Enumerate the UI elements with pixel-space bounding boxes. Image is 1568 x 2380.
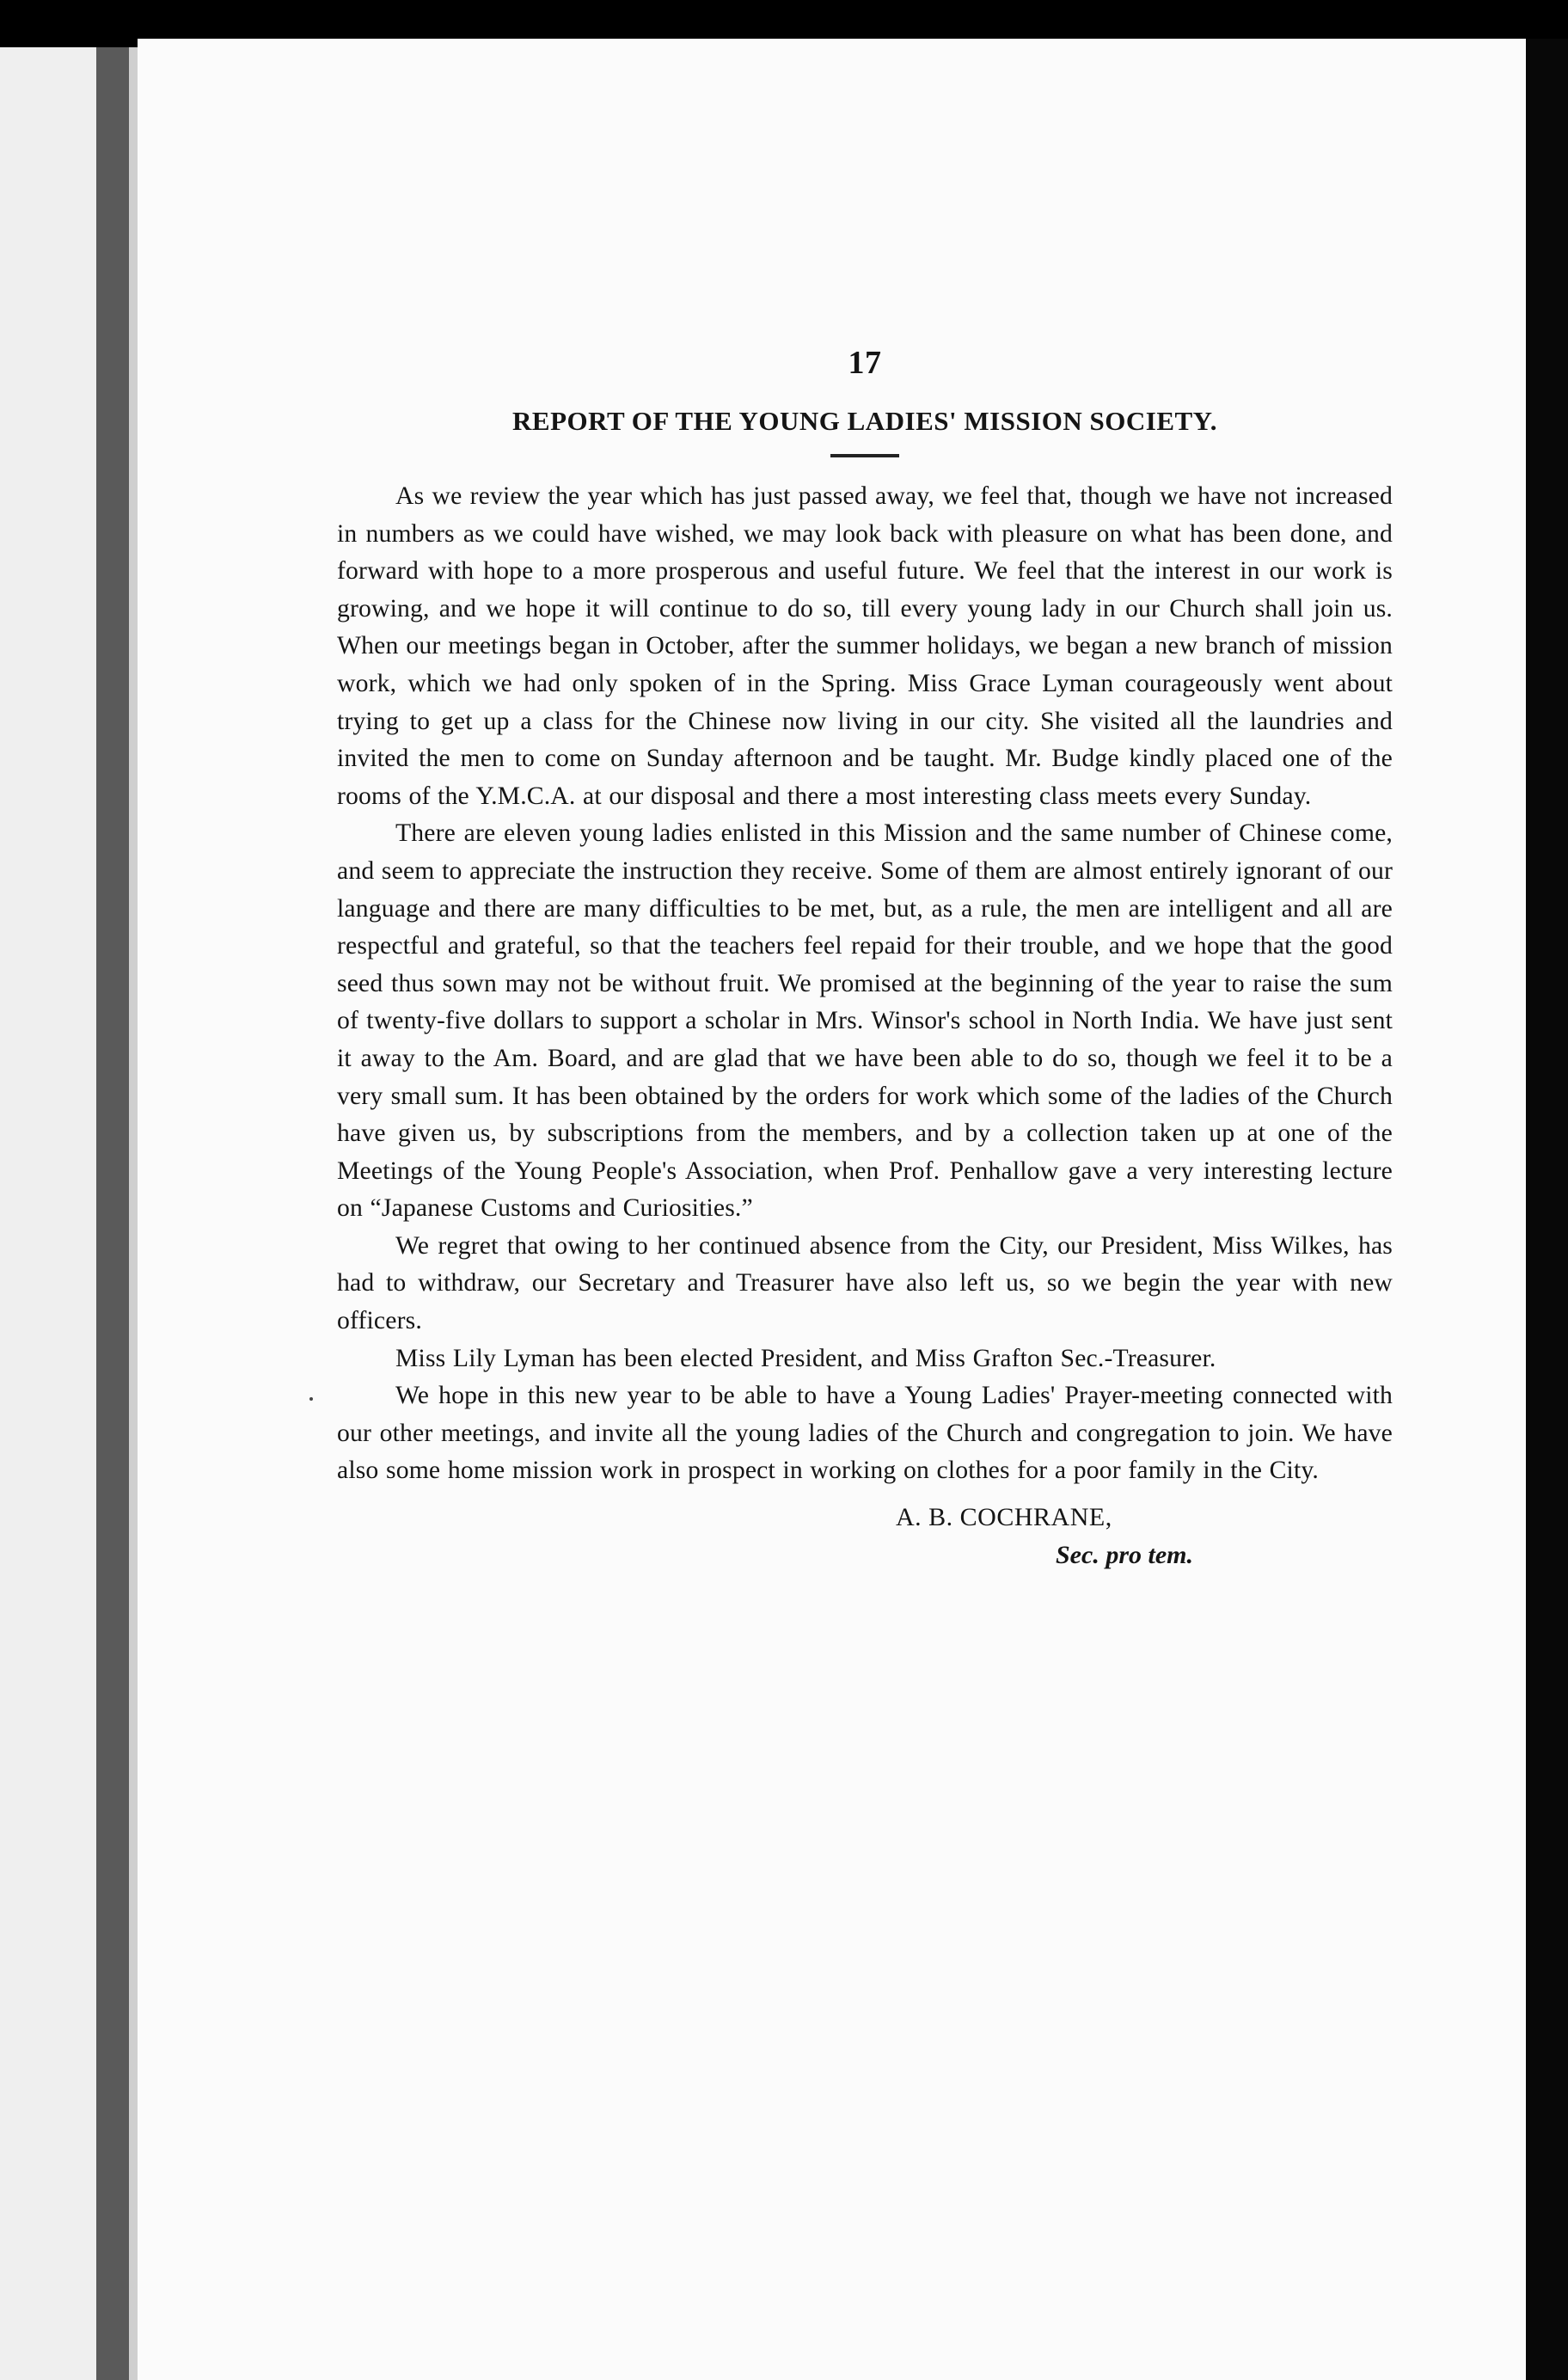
signature-name: A. B. COCHRANE,	[896, 1503, 1112, 1532]
signature-title: Sec. pro tem.	[1056, 1541, 1193, 1570]
right-scan-edge	[1526, 39, 1568, 2380]
paragraph: Miss Lily Lyman has been elected President, and Miss Grafton Sec.-Treasurer.	[395, 1344, 1216, 1372]
page-content	[337, 344, 1393, 1574]
report-body	[337, 478, 1393, 1490]
page-number: 17	[848, 345, 882, 381]
paragraph: There are eleven young ladies enlisted in this Mission and the same number of Chinese come, and seem to appreciate the instruction they receive. Some of them are almost entirely ignorant of our language and there are many difficulties to be met, but, as a rule, the men are intelligent and all are respectful and grateful, so that the teachers feel repaid for their trouble, and we hope that the good seed thus sown may not be without fruit. We promised at the beginning of the year to raise the sum of twenty-five dollars to support a scholar in Mrs. Winsor's school in North India. We have just sent it away to the Am. Board, and are glad that we have been able to do so, though we feel it to be a very small sum. It has been obtained by the orders for work which some of the ladies of the Church have given us, by subscriptions from the members, and by a collection taken up at one of the Meetings of the Young People's Association, when Prof. Penhallow gave a very interesting lecture on “Japanese Customs and Curiosities.”	[337, 819, 1393, 1223]
document-page	[138, 39, 1526, 2380]
left-page-edge	[0, 47, 96, 2380]
title-rule	[830, 454, 899, 457]
paragraph: We regret that owing to her continued absence from the City, our President, Miss Wilkes, has had to withdraw, our Secretary and Treasurer have also left us, so we begin the year with new officers.	[337, 1231, 1393, 1335]
scan-speck	[309, 1397, 313, 1401]
paragraph: As we review the year which has just passed away, we feel that, though we have not increased in numbers as we could have wished, we may look back with pleasure on what has been done, and forward with hope to a more prosperous and useful future. We feel that the interest in our work is growing, and we hope it will continue to do so, till every young lady in our Church shall join us. When our meetings began in October, after the summer holidays, we began a new branch of mission work, which we had only spoken of in the Spring. Miss Grace Lyman courageously went about trying to get up a class for the Chinese now living in our city. She visited all the laundries and invited the men to come on Sunday afternoon and be taught. Mr. Budge kindly placed one of the rooms of the Y.M.C.A. at our disposal and there a most interesting class meets every Sunday.	[337, 482, 1393, 810]
paragraph: We hope in this new year to be able to have a Young Ladies' Prayer-meeting connected with our other meetings, and invite all the young ladies of the Church and congregation to join. We have also some home mission work in prospect in working on clothes for a poor family in the City.	[337, 1382, 1393, 1485]
spine-shadow	[129, 47, 138, 2380]
report-title: REPORT OF THE YOUNG LADIES' MISSION SOCIETY.	[512, 406, 1217, 436]
book-spine	[96, 47, 129, 2380]
